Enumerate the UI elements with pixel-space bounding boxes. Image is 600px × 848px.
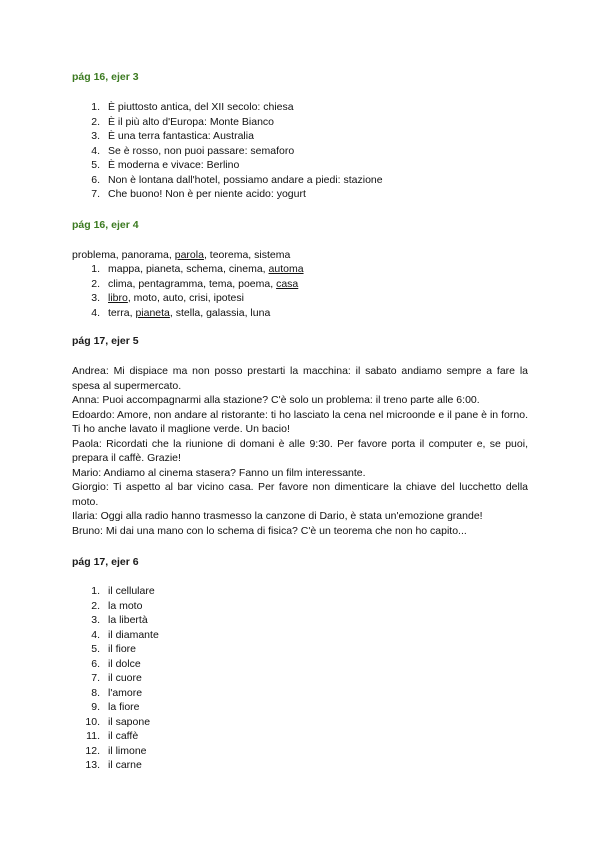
item-text: terra, pianeta, stella, galassia, luna	[108, 306, 271, 319]
underlined-answer: automa	[268, 263, 304, 275]
item-number: 5.	[91, 159, 100, 171]
dialogue-line: Andrea: Mi dispiace ma non posso prestarti la macchina: il sabato andiamo sempre a fare la spesa al supermercato.	[72, 365, 528, 392]
dialogue-line: Edoardo: Amore, non andare al ristorante: ti ho lasciato la cena nel microonde e il pane è in forno. Ti ho anche lavato il maglione verde. Un bacio!	[72, 408, 528, 435]
item-text: È una terra fantastica: Australia	[108, 130, 254, 142]
section-heading-16-3: pág 16, ejer 3	[72, 71, 139, 83]
section-heading-17-5: pág 17, ejer 5	[72, 335, 139, 347]
item-number: 1.	[91, 263, 100, 275]
item-number: 1.	[91, 585, 100, 597]
item-number: 3.	[91, 292, 100, 304]
item-number: 1.	[91, 101, 100, 113]
dialogue-line: Mario: Andiamo al cinema stasera? Fanno un film interessante.	[72, 466, 366, 479]
item-text: il limone	[108, 744, 147, 757]
dialogue-block	[72, 364, 528, 538]
item-number: 6.	[91, 657, 100, 670]
underlined-answer: pianeta	[135, 306, 170, 319]
item-number: 4.	[91, 306, 100, 319]
item-text: libro, moto, auto, crisi, ipotesi	[108, 292, 244, 304]
item-text: il cellulare	[108, 585, 155, 597]
item-number: 4.	[91, 144, 100, 157]
item-text: la fiore	[108, 701, 140, 713]
item-number: 2.	[91, 115, 100, 128]
item-number: 13.	[85, 759, 100, 771]
section-heading-17-6: pág 17, ejer 6	[72, 556, 139, 568]
item-text: la libertà	[108, 614, 148, 626]
item-number: 9.	[91, 701, 100, 713]
item-text: la moto	[108, 599, 143, 612]
dialogue-line: Bruno: Mi dai una mano con lo schema di fisica? C'è un teorema che non ho capito...	[72, 524, 467, 537]
item-number: 11.	[86, 730, 100, 742]
underlined-answer: casa	[276, 277, 299, 290]
item-text: il cuore	[108, 672, 142, 684]
item-number: 6.	[91, 173, 100, 186]
item-text: Se è rosso, non puoi passare: semaforo	[108, 144, 295, 157]
intro-text: problema, panorama,	[72, 249, 175, 261]
item-text: È piuttosto antica, del XII secolo: chiesa	[108, 101, 294, 113]
item-text: Che buono! Non è per niente acido: yogurt	[108, 188, 306, 200]
underlined-answer: libro	[108, 292, 128, 304]
item-number: 2.	[91, 599, 100, 612]
item-number: 4.	[91, 628, 100, 641]
item-text: il diamante	[108, 628, 159, 641]
item-text: il fiore	[108, 643, 137, 655]
item-text: È il più alto d'Europa: Monte Bianco	[108, 115, 275, 128]
item-text: clima, pentagramma, tema, poema, casa	[108, 277, 299, 290]
item-number: 3.	[91, 614, 100, 626]
dialogue-line: Anna: Puoi accompagnarmi alla stazione? C'è solo un problema: il treno parte alle 6:00.	[72, 394, 480, 406]
item-number: 7.	[91, 188, 100, 200]
underlined-answer: parola	[174, 249, 204, 261]
item-text: il dolce	[108, 657, 141, 670]
item-text: l'amore	[108, 686, 143, 699]
item-number: 7.	[91, 672, 100, 684]
item-text: il caffè	[108, 730, 139, 742]
item-text: mappa, pianeta, schema, cinema, automa	[108, 263, 304, 275]
item-number: 2.	[91, 277, 100, 290]
item-text: È moderna e vivace: Berlino	[108, 159, 240, 171]
dialogue-line: Ilaria: Oggi alla radio hanno trasmesso la canzone di Dario, è stata un'emozione grande!	[72, 510, 483, 522]
item-text: il carne	[108, 759, 142, 771]
dialogue-line: Paola: Ricordati che la riunione di domani è alle 9:30. Per favore porta il computer e, se puoi, prepara il caffè. Grazie!	[72, 437, 528, 464]
item-number: 5.	[91, 643, 100, 655]
item-text: Non è lontana dall'hotel, possiamo andare a piedi: stazione	[108, 173, 383, 186]
item-text: il sapone	[108, 715, 151, 728]
intro-text: , teorema, sistema	[203, 249, 291, 261]
section-heading-16-4: pág 16, ejer 4	[72, 219, 139, 231]
item-number: 12.	[85, 744, 100, 757]
dialogue-line: Giorgio: Ti aspetto al bar vicino casa. Per favore non dimenticare la chiave del lucchetto della moto.	[72, 481, 528, 508]
item-number: 8.	[91, 686, 100, 699]
item-number: 10.	[85, 715, 100, 728]
word-group-intro	[72, 248, 290, 262]
item-number: 3.	[91, 130, 100, 142]
